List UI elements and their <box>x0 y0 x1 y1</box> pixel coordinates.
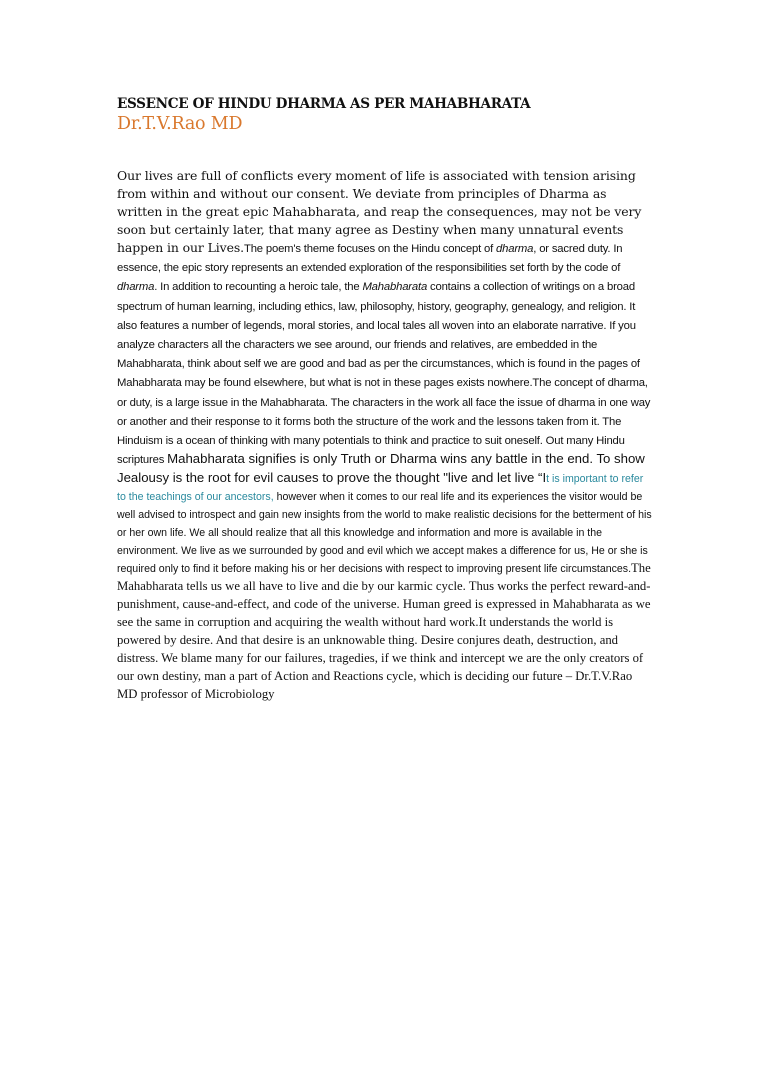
truth-text: Mahabharata signifies is only Truth or Dharma wins any battle in the end. To show Jealousy is the root for evil causes to prove the thought "live and let live “I <box>117 451 645 486</box>
theme-text-3: . In addition to recounting a heroic tale, the <box>154 281 363 294</box>
karma-text: The Mahabharata tells us we all have to live and die by our karmic cycle. Thus works the perfect reward-and-punishment, cause-and-effect, and code of the universe. Human greed is expressed in Mahabharata as we see the same in corruption and acquiring the wealth without hard work.It understands the world is powered by desire. And that desire is an unknowable thing. Desire conjures death, destruction, and distress. We blame many for our failures, tragedies, if we think and intercept we are the only creators of our own destiny, man a part of Action and Reactions cycle, which is deciding our future – Dr.T.V.Rao MD professor of Microbiology <box>117 561 651 702</box>
theme-text-2: , or sacred duty. In essence, the epic story represents an extended exploration of the responsibilities set forth by the code of <box>117 243 623 275</box>
intro-text: Our lives are full of conflicts every moment of life is associated with tension arising from within and without our consent. We deviate from principles of Dharma as written in the great epic Mahabharata, and reap the consequences, may not be very soon but certainly later, that many agree as Destiny when many unnatural events happen in our Lives. <box>117 168 642 255</box>
body-paragraph <box>117 167 653 703</box>
characters-text: If you analyze characters all the characters we see around, our friends and relatives, are embedded in the Mahabharata, think about self we are good and bad as per the circumstances, which is found in the pages of Mahabharata may be found elsewhere, but what is not in these pages exists nowhere.The concept of dharma, or duty, is a large issue in the Mahabharata. The characters in the work all face the issue of dharma in one way or another and their response to it forms both the structure of the work and the lessons taken from it. The Hinduism is a ocean of thinking with many potentials to think and practice to suit oneself. Out many Hindu scriptures <box>117 319 651 467</box>
theme-text-4: contains a collection of writings on a broad spectrum of human learning, including ethics, law, philosophy, history, geography, genealogy, and religion. It also features a number of legends, moral stories, and local tales all woven into an elaborate narrative. <box>117 281 636 332</box>
term-dharma: dharma <box>496 243 534 255</box>
ancestors-link[interactable]: t is important to refer to the teachings of our ancestors, <box>117 473 644 504</box>
experience-text: however when it comes to our real life and its experiences the visitor would be well advised to introspect and gain new insights from the world to make realistic decisions for the betterment of his or her own life. We all should realize that all this knowledge and information and more is available in the environment. We live as we surrounded by good and evil which we accept makes a difference for us, He or she is required only to find it before making his or her decisions with respect to improving present life circumstances. <box>117 491 652 576</box>
document-content <box>117 96 653 703</box>
term-mahabharata: Mahabharata <box>362 281 428 294</box>
author-name: Dr.T.V.Rao MD <box>117 114 243 134</box>
term-dharma-2: dharma <box>117 281 155 294</box>
theme-text-1: The poem's theme focuses on the Hindu concept of <box>243 243 497 255</box>
document-title: ESSENCE OF HINDU DHARMA AS PER MAHABHARATA <box>117 96 531 112</box>
